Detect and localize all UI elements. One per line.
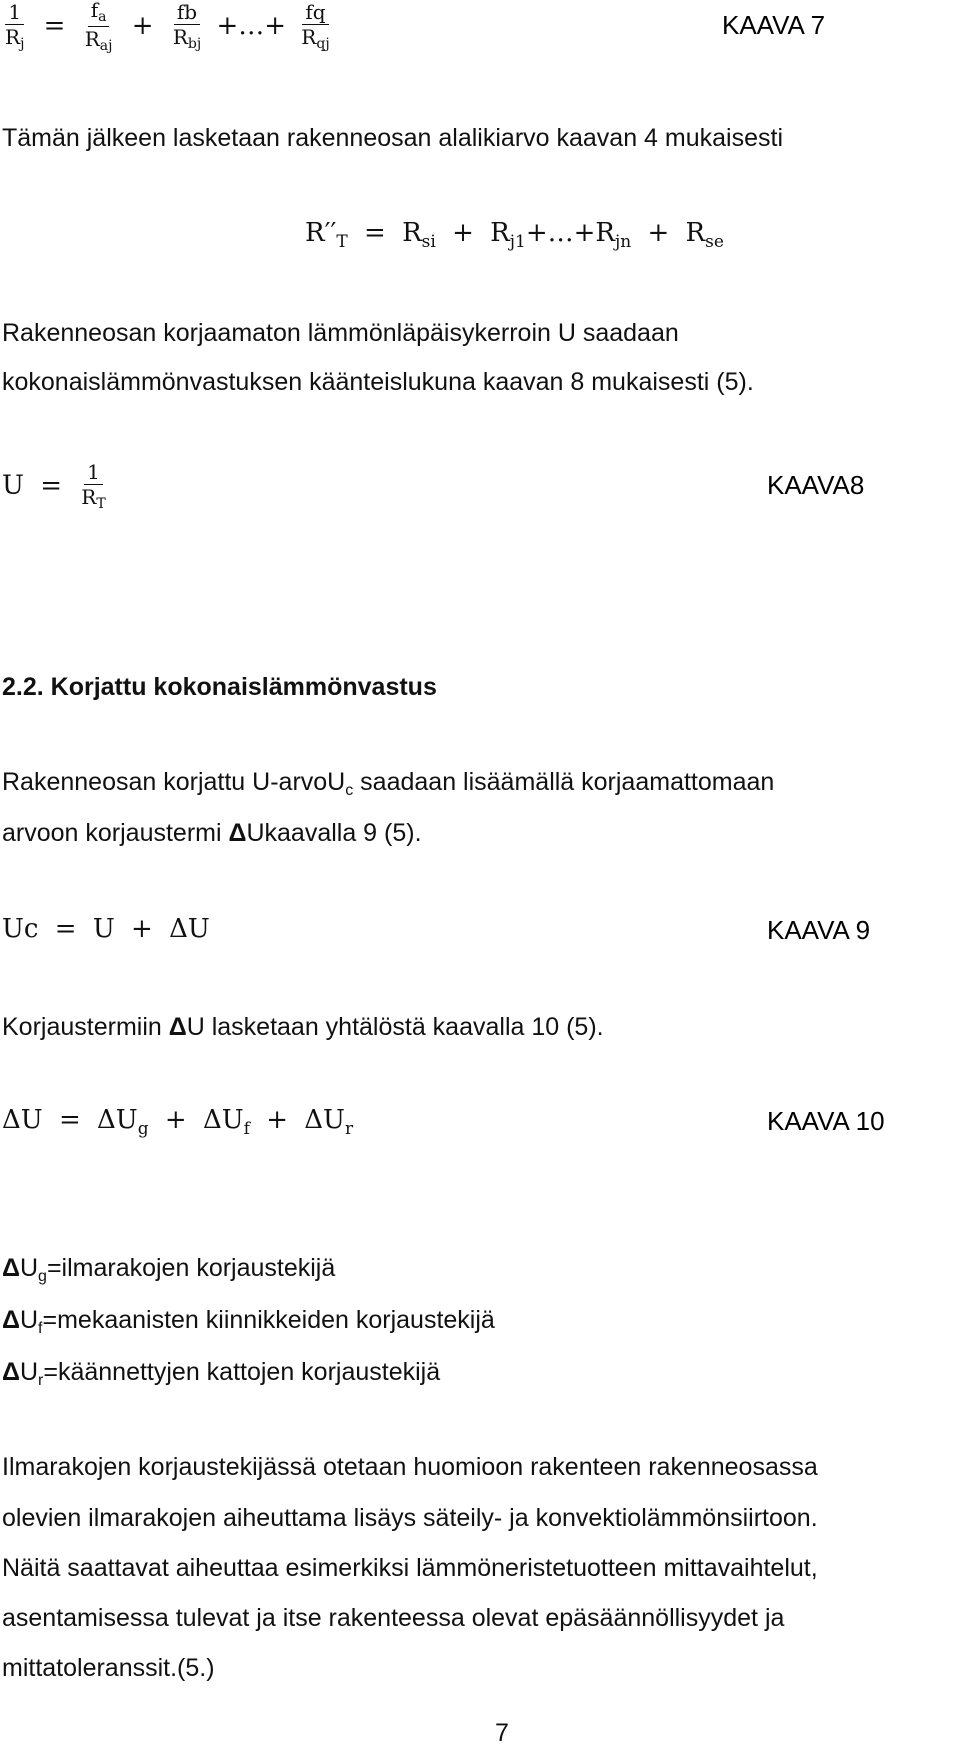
paragraph-3-line-1: Rakenneosan korjattu U-arvoU$_c$ saadaan lisäämällä korjaamattomaan xyxy=(2,768,775,799)
paragraph-5-line-3: Näitä saattavat aiheuttaa esimerkiksi lämmöneristetuotteen mittavaihtelut, xyxy=(2,1554,818,1582)
paragraph-2-line-1: Rakenneosan korjaamaton lämmönläpäisykerroin U saadaan xyxy=(2,319,679,347)
formula-10: $\Delta U = \Delta U_g + \Delta U_f + \Delta U_r$ xyxy=(2,1105,354,1139)
formula-7-label: KAAVA 7 xyxy=(722,10,826,40)
formula-7-term-b: $\frac{fb}{R_{bj}}$ xyxy=(172,0,202,52)
paragraph-5-line-5: mittatoleranssit.(5.) xyxy=(2,1654,215,1682)
definition-ug: $\Delta U_g=ilmarakojen$ korjaustekijä xyxy=(2,1254,336,1285)
formula-4: $R''_T = R_{si}$ + $R_{j1}+\dots+R_{jn} + R_{se}$ xyxy=(305,218,724,252)
formula-8-fraction: $\frac{1}{R_T}$ xyxy=(81,460,106,512)
formula-7: $\frac{1}{R_j}$ = $\frac{f_a}{R_{aj}}$ + $\frac{fb}{R_{bj}}$ +…+ $\frac{fq}{R_{qj}}$ xyxy=(2,0,333,53)
formula-7-term-q: $\frac{fq}{R_{qj}}$ xyxy=(301,0,330,52)
paragraph-4: Korjaustermiin ΔU lasketaan yhtälöstä kaavalla 10 (5). xyxy=(2,1013,604,1041)
paragraph-1: Tämän jälkeen lasketaan rakenneosan alalikiarvo kaavan 4 mukaisesti xyxy=(2,124,783,152)
paragraph-3-line-2: arvoon korjaustermi ΔUkaavalla 9 (5). xyxy=(2,819,422,847)
formula-7-term-a: $\frac{f_a}{R_{aj}}$ xyxy=(84,0,113,54)
formula-10-label: KAAVA 10 xyxy=(767,1106,885,1136)
formula-9: Uc = U + ΔU xyxy=(2,914,210,944)
page-number: 7 xyxy=(495,1719,509,1747)
definition-uf: $\Delta U_f=mekaanisten$ kiinnikkeiden korjaustekijä xyxy=(2,1306,495,1337)
formula-8-label: KAAVA8 xyxy=(767,470,865,500)
paragraph-5-line-4: asentamisessa tulevat ja itse rakenteessa olevat epäsäännöllisyydet ja xyxy=(2,1604,785,1632)
formula-7-lhs: $\frac{1}{R_j}$ xyxy=(5,0,25,52)
paragraph-5-line-2: olevien ilmarakojen aiheuttama lisäys säteily- ja konvektiolämmönsiirtoon. xyxy=(2,1504,818,1532)
paragraph-2-line-2: kokonaislämmönvastuksen käänteislukuna kaavan 8 mukaisesti (5). xyxy=(2,368,754,396)
definition-ur: $\Delta U_r=käännettyjen$ kattojen korjaustekijä xyxy=(2,1358,441,1389)
formula-9-label: KAAVA 9 xyxy=(767,915,871,945)
formula-8: U = $\frac{1}{R_T}$ xyxy=(2,462,109,511)
section-heading: 2.2. Korjattu kokonaislämmönvastus xyxy=(2,673,437,701)
paragraph-5-line-1: Ilmarakojen korjaustekijässä otetaan huomioon rakenteen rakenneosassa xyxy=(2,1453,818,1481)
